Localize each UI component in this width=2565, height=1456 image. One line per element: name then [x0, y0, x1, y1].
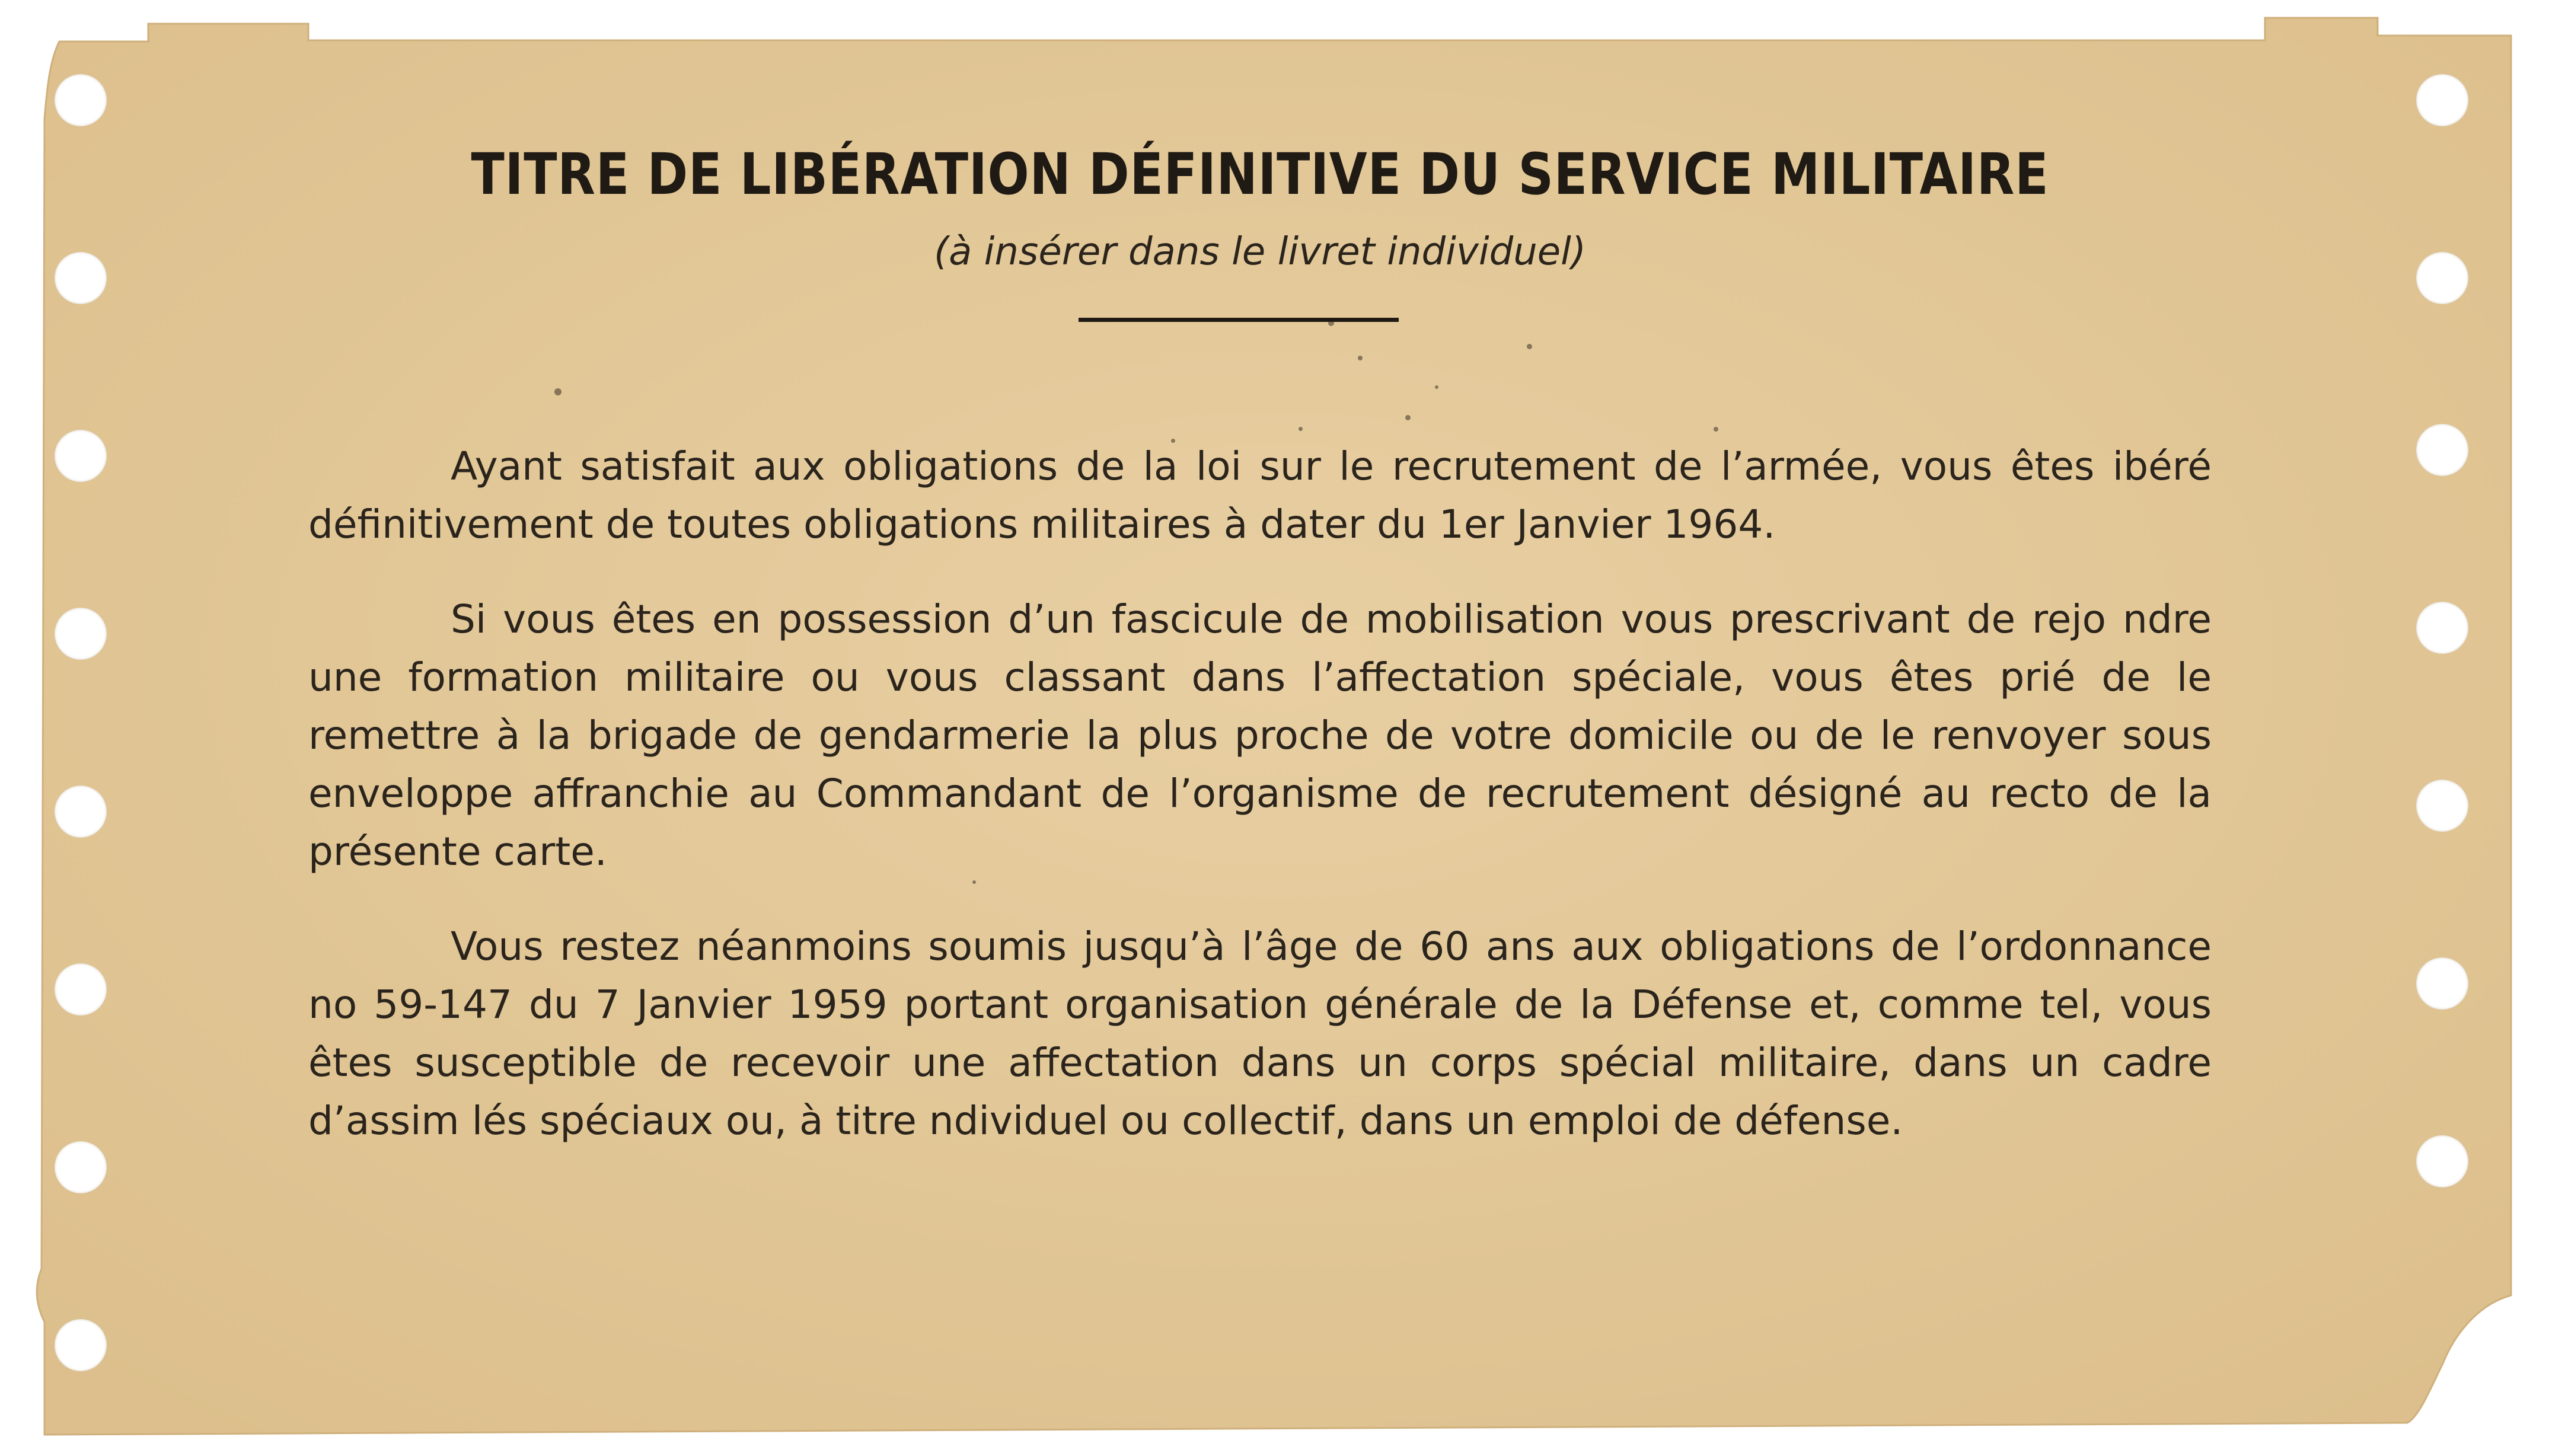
perforation-hole: [55, 1319, 107, 1371]
card-text: [308, 130, 2212, 1187]
paragraph-liberation: Ayant satisfait aux obligations de la loi sur le recrutement de l’armée, vous êtes ibéré définitivement de toutes obligations militaires à dater du 1er Janvier 1964.: [308, 443, 2212, 547]
paragraph-mobilisation: Si vous êtes en possession d’un fascicule de mobilisation vous prescrivant de rejo ndre une formation militaire ou vous classant dans l’affectation spéciale, vous êtes prié de le remettre à la brigade de gendarmerie la plus proche de votre domicile ou de le renvoyer sous enveloppe affranchie au Commandant de l’organisme de recrutement désigné au recto de la présente carte.: [308, 596, 2212, 874]
paragraph-obligations: Vous restez néanmoins soumis jusqu’à l’âge de 60 ans aux obligations de l’ordonnance no 59-147 du 7 Janvier 1959 portant organisation générale de la Défense et, comme tel, vous êtes susceptible de recevoir une affectation dans un corps spécial militaire, dans un cadre d’assim lés spéciaux ou, à titre ndividuel ou collectif, dans un emploi de défense.: [308, 924, 2212, 1144]
title-underline: [1079, 318, 1399, 322]
perforation-hole: [55, 74, 107, 126]
perforation-hole: [2416, 424, 2468, 476]
perforation-hole: [2416, 252, 2468, 304]
perforation-hole: [2416, 74, 2468, 126]
perforation-hole: [2416, 1135, 2468, 1187]
body-paragraphs: [308, 438, 2212, 1150]
perforation-hole: [55, 786, 107, 838]
perforation-hole: [2416, 780, 2468, 832]
document-title: TITRE DE LIBÉRATION DÉFINITIVE DU SERVICE MILITAIRE: [471, 141, 2049, 207]
perforation-hole: [55, 430, 107, 482]
perforation-hole: [2416, 602, 2468, 654]
perforation-hole: [55, 608, 107, 660]
perforation-hole: [55, 252, 107, 304]
perforation-hole: [55, 963, 107, 1016]
perforation-hole: [55, 1141, 107, 1193]
document-subtitle: (à insérer dans le livret individuel): [934, 230, 1586, 274]
perforation-hole: [2416, 957, 2468, 1010]
